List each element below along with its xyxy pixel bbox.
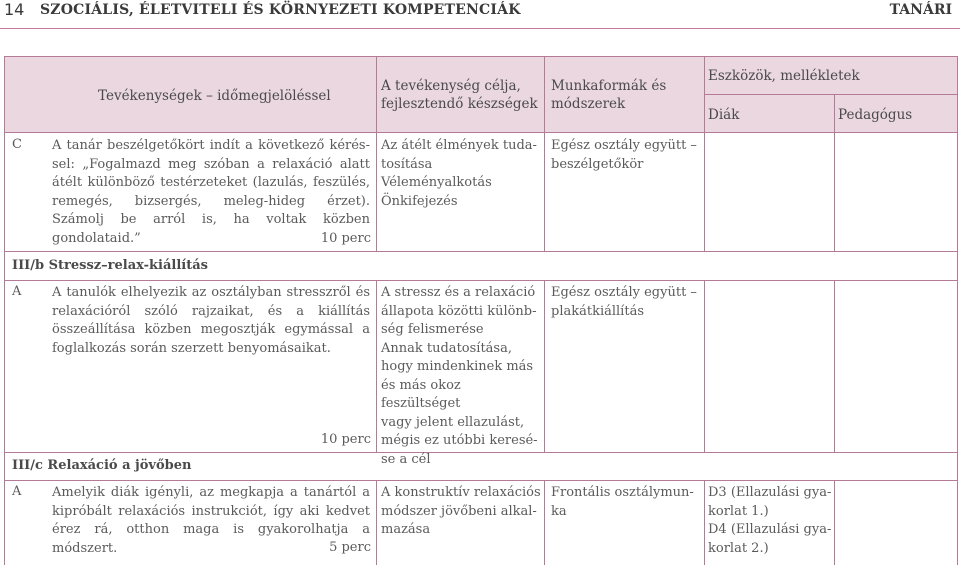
row-letter: C: [12, 137, 22, 152]
goals-text: A stressz és a relaxáció állapota közötti különb- ség felismerése Annak tudatosítása, hogy mindenkinek más és más okoz feszültséget vagy jelent ellazulást, mégis ez utóbbi keresé- se a cél: [381, 285, 538, 467]
column-rule: [834, 480, 835, 565]
goals-text: A konstruktív relaxációs módszer jövőbeni alkal- mazása: [381, 485, 541, 537]
column-rule: [704, 56, 705, 251]
table-top-border: [4, 56, 958, 57]
header-methods: Munkaformák és módszerek: [551, 78, 667, 112]
column-rule: [376, 280, 377, 452]
column-rule: [834, 94, 835, 251]
activity-time: 5 perc: [329, 540, 371, 555]
goals-text: Az átélt élmények tuda- tosítása Véleményalkotás Önkifejezés: [381, 138, 537, 209]
header-bottom-rule: [4, 132, 958, 133]
header-goals: A tevékenység célja, fejlesztendő készségek: [381, 78, 538, 112]
running-header: [0, 0, 960, 26]
table-left-border: [4, 56, 5, 565]
row-rule: [4, 480, 958, 481]
column-rule: [376, 480, 377, 565]
column-rule: [704, 280, 705, 452]
table-right-border: [957, 56, 958, 565]
row-letter: A: [12, 484, 22, 499]
row-rule: [4, 251, 958, 252]
page-number: 14: [4, 0, 25, 19]
activity-text: Amelyik diák igényli, az megkapja a tanártól a kipróbált relaxációs instrukciót, így aki kedvet érez rá, otthon maga is gyakorolhatja a módszert.: [52, 485, 370, 556]
student-tools-text: D3 (Ellazulási gya- korlat 1.) D4 (Ellazulási gya- korlat 2.): [708, 485, 832, 556]
column-rule: [544, 480, 545, 565]
header-activities: Tevékenységek – időmegjelöléssel: [98, 88, 331, 104]
column-rule: [704, 480, 705, 565]
activity-text: A tanár beszélgetőkört indít a következő kéréssel: „Fogalmazd meg szóban a relaxáció alatt átélt különböző testérzeteket (lazulás, feszülés, remegés, bizsergés, meleg-hideg érzet). Számolj be arról is, ha voltak közben gondolataid.”: [52, 138, 370, 246]
chapter-title: SZOCIÁLIS, ÉLETVITELI ÉS KÖRNYEZETI KOMPETENCIÁK: [40, 2, 521, 18]
header-rule: [0, 28, 960, 29]
activity-time: 10 perc: [320, 231, 371, 246]
header-tools-student: Diák: [708, 107, 740, 123]
section-heading: III/c Relaxáció a jövőben: [12, 458, 192, 473]
header-tools-teacher: Pedagógus: [838, 107, 913, 123]
column-rule: [544, 280, 545, 452]
audience-label: TANÁRI: [889, 2, 952, 18]
row-rule: [4, 280, 958, 281]
row-letter: A: [12, 284, 22, 299]
section-heading: III/b Stressz–relax-kiállítás: [12, 258, 208, 273]
methods-text: Frontális osztálymun- ka: [551, 485, 694, 519]
methods-text: Egész osztály együtt – plakátkiállítás: [551, 285, 697, 319]
activity-text: A tanulók elhelyezik az osztályban stresszről és relaxációról szóló rajzaikat, és a kiállítás összeállítása közben megosztják egymással a foglalkozás során szerzett benyomásaikat.: [52, 285, 370, 356]
tools-subheader-rule: [704, 94, 958, 95]
header-tools: Eszközök, mellékletek: [708, 68, 860, 84]
methods-text: Egész osztály együtt – beszélgetőkör: [551, 138, 697, 172]
column-rule: [544, 56, 545, 251]
activity-time: 10 perc: [320, 432, 371, 447]
column-rule: [834, 280, 835, 452]
column-rule: [376, 56, 377, 251]
lesson-plan-table: [4, 56, 958, 565]
